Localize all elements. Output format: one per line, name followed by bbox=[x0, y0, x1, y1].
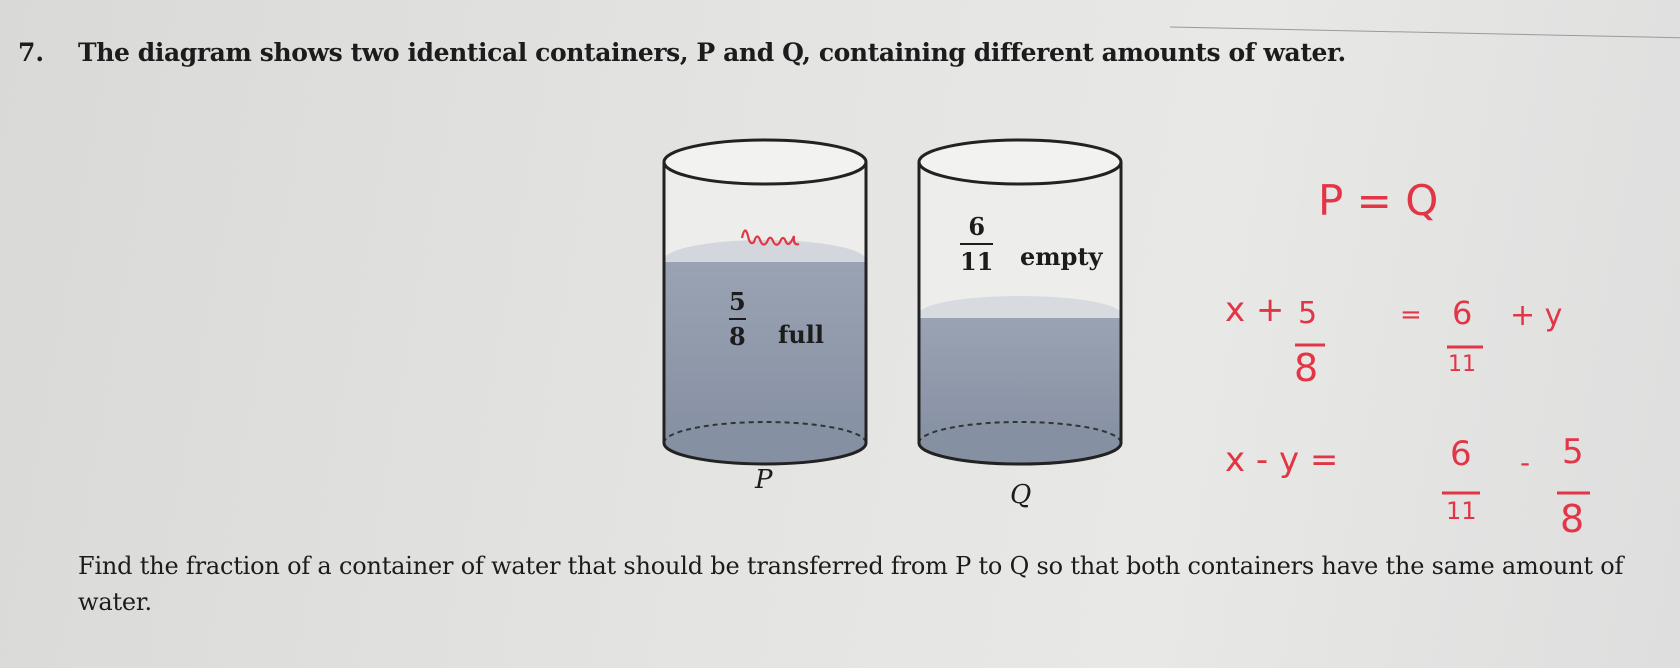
handwriting-line-3-numerator-2: 5 bbox=[1562, 432, 1584, 472]
container-q-rim bbox=[919, 140, 1121, 184]
p-fraction-denominator: 8 bbox=[729, 322, 746, 351]
p-fraction bbox=[729, 287, 746, 351]
question-number: 7. bbox=[18, 38, 45, 67]
question-text: The diagram shows two identical containers, P and Q, containing different amounts of water. bbox=[78, 38, 1346, 67]
handwriting-line-2-right-numerator: 6 bbox=[1452, 294, 1473, 332]
q-fraction bbox=[960, 212, 993, 276]
handwriting-line-3-denominator-2: 8 bbox=[1560, 497, 1585, 541]
handwriting-line-2-denominator: 8 bbox=[1294, 346, 1319, 390]
handwriting-line-2-tail: + y bbox=[1510, 298, 1563, 333]
handwriting-line-3-numerator-1: 6 bbox=[1450, 434, 1472, 474]
handwriting-line-3-denominator-1: 11 bbox=[1446, 497, 1477, 525]
handwriting-line-2-left: x + bbox=[1225, 290, 1285, 330]
q-fraction-numerator: 6 bbox=[968, 212, 986, 241]
handwriting-line-2-numerator: 5 bbox=[1298, 296, 1318, 331]
q-fraction-denominator: 11 bbox=[960, 247, 994, 276]
question-prompt: Find the fraction of a container of water that should be transferred from P to Q so that both containers have the same amount of water. bbox=[78, 552, 1624, 616]
handwriting-line-3-minus: - bbox=[1520, 446, 1531, 479]
p-fraction-numerator: 5 bbox=[729, 287, 746, 316]
handwriting-line-2-right-denominator: 11 bbox=[1448, 352, 1476, 377]
handwriting-line-3-left: x - y = bbox=[1225, 440, 1339, 480]
p-fraction-word: full bbox=[778, 320, 825, 349]
container-p bbox=[663, 140, 867, 464]
container-q-label: Q bbox=[1010, 480, 1032, 510]
container-p-rim bbox=[664, 140, 866, 184]
container-p-label: P bbox=[755, 465, 773, 495]
handwriting-line-1: P = Q bbox=[1318, 176, 1439, 225]
handwriting-line-2-equals: = bbox=[1400, 300, 1422, 330]
container-p-water bbox=[664, 262, 866, 444]
container-q bbox=[918, 140, 1122, 464]
q-fraction-word: empty bbox=[1020, 242, 1103, 271]
